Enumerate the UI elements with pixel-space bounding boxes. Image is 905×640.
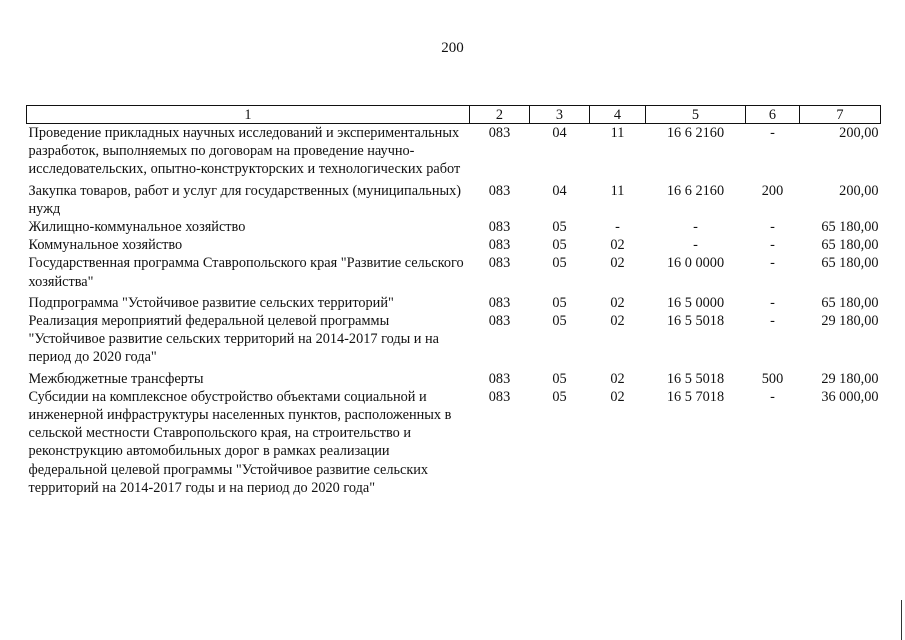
header-col-3: 3 [530,106,590,124]
row-amount: 65 180,00 [821,255,879,272]
row-section-code: 05 [552,313,567,330]
row-ministry-code: 083 [488,255,511,272]
row-target-code: 16 5 7018 [666,388,725,405]
row-expense-type: - [770,294,775,311]
row-expense-type: - [770,125,775,141]
header-row [27,106,881,124]
row-subsection-code: 11 [610,125,625,141]
row-expense-type: 200 [761,182,784,199]
budget-table [26,105,881,497]
row-target-code: 16 5 5018 [666,370,725,387]
row-section-code: 04 [552,182,567,199]
row-section-code: 05 [552,370,567,387]
row-amount: 65 180,00 [821,237,879,254]
row-expense-type: - [770,388,775,405]
table-row [27,236,881,254]
row-ministry-code: 083 [488,219,511,236]
row-target-code: 16 0 0000 [666,255,725,272]
row-target-code: 16 5 5018 [666,313,725,330]
row-amount: 29 180,00 [821,313,879,330]
row-name: Коммунальное хозяйство [28,237,183,254]
table-row [27,367,881,388]
row-amount: 200,00 [839,125,879,141]
row-ministry-code: 083 [488,370,511,387]
row-name: Субсидии на комплексное обустройство объектами социальной и инженерной инфраструктуры населенных пунктов, расположенных в сельской местности Ставропольского края, на строительство и реконструкцию автомобильных дорог в рамках реализации федеральной целевой программы "Устойчивое развитие сельских территорий на 2014-2017 годы и на период до 2020 года" [28,388,452,496]
row-name: Жилищно-коммунальное хозяйство [28,219,246,236]
row-section-code: 05 [552,388,567,405]
row-target-code: - [693,219,698,236]
row-subsection-code: 02 [610,237,625,254]
row-expense-type: - [770,237,775,254]
row-section-code: 05 [552,237,567,254]
page-number: 200 [441,40,464,56]
row-name: Подпрограмма "Устойчивое развитие сельских территорий" [28,294,394,311]
row-subsection-code: - [615,219,620,236]
header-col-5: 5 [646,106,746,124]
table-row [27,124,881,179]
row-subsection-code: 11 [610,182,625,199]
row-ministry-code: 083 [488,237,511,254]
row-section-code: 05 [552,255,567,272]
row-expense-type: 500 [761,370,784,387]
table-row [27,291,881,312]
row-amount: 65 180,00 [821,219,879,236]
header-col-4: 4 [590,106,646,124]
header-col-6: 6 [746,106,800,124]
header-col-2: 2 [470,106,530,124]
row-target-code: - [693,237,698,254]
row-subsection-code: 02 [610,255,625,272]
row-section-code: 05 [552,219,567,236]
row-amount: 65 180,00 [821,294,879,311]
row-subsection-code: 02 [610,294,625,311]
row-amount: 29 180,00 [821,370,879,387]
row-ministry-code: 083 [488,313,511,330]
table-row [27,254,881,290]
row-section-code: 04 [552,125,567,141]
row-ministry-code: 083 [488,294,511,311]
row-target-code: 16 6 2160 [666,125,725,141]
row-name: Реализация мероприятий федеральной целевой программы "Устойчивое развитие сельских территорий на 2014-2017 годы и на период до 2020 года" [28,313,440,366]
table-row [27,218,881,236]
header-col-7: 7 [800,106,881,124]
row-name: Проведение прикладных научных исследований и экспериментальных разработок, выполняемых по договорам на проведение научно-исследовательских, опытно-конструкторских и технологических работ [28,125,461,178]
row-name: Закупка товаров, работ и услуг для государственных (муниципальных) нужд [28,182,461,217]
table-row [27,388,881,497]
row-expense-type: - [770,219,775,236]
page-edge-divider [901,600,902,640]
row-ministry-code: 083 [488,388,511,405]
row-target-code: 16 5 0000 [666,294,725,311]
table-row [27,312,881,367]
row-subsection-code: 02 [610,313,625,330]
row-ministry-code: 083 [488,182,511,199]
row-ministry-code: 083 [488,125,511,141]
header-col-1: 1 [27,106,470,124]
row-name: Государственная программа Ставропольского края "Развитие сельского хозяйства" [28,255,464,290]
row-name: Межбюджетные трансферты [28,370,204,387]
row-amount: 200,00 [839,182,879,199]
row-subsection-code: 02 [610,388,625,405]
row-expense-type: - [770,313,775,330]
row-amount: 36 000,00 [821,388,879,405]
row-expense-type: - [770,255,775,272]
row-section-code: 05 [552,294,567,311]
row-subsection-code: 02 [610,370,625,387]
row-target-code: 16 6 2160 [666,182,725,199]
table-row [27,179,881,218]
